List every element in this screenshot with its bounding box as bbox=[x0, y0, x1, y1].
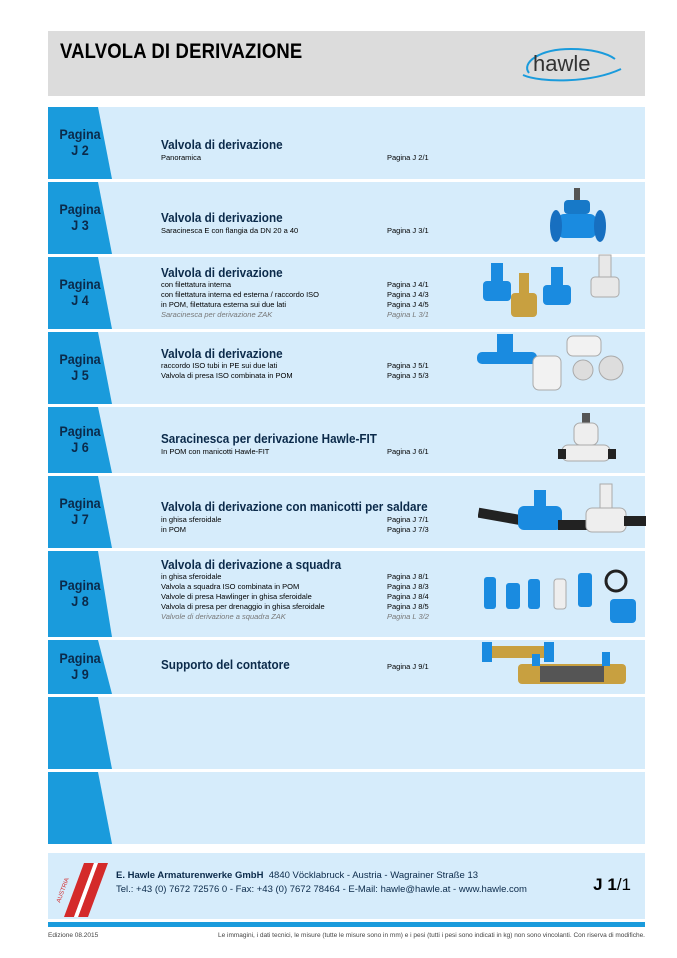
hawle-fit-valve-image bbox=[558, 413, 618, 471]
tab-code: J 9 bbox=[71, 666, 89, 682]
angle-valves-image bbox=[478, 559, 643, 633]
item-page-ref[interactable]: Pagina J 2/1 bbox=[387, 153, 429, 162]
item-description: Valvole di presa Hawlinger in ghisa sferoidale bbox=[161, 592, 312, 601]
flanged-valve-image bbox=[548, 186, 608, 250]
item-description: in POM, filettatura esterna sui due lati bbox=[161, 300, 287, 309]
item-page-ref[interactable]: Pagina J 9/1 bbox=[387, 662, 429, 671]
item-page-ref[interactable]: Pagina J 4/3 bbox=[387, 290, 429, 299]
tab-word: Pagina bbox=[59, 495, 101, 511]
empty-row bbox=[48, 697, 645, 769]
tab-code: J 2 bbox=[71, 142, 89, 158]
svg-text:AUSTRIA: AUSTRIA bbox=[56, 877, 71, 904]
section-row bbox=[48, 257, 645, 329]
item-description: Valvole di derivazione a squadra ZAK bbox=[161, 612, 286, 621]
tab-code: J 4 bbox=[71, 292, 89, 308]
tab-code: J 7 bbox=[71, 511, 89, 527]
page-number-main: J 1 bbox=[593, 875, 617, 894]
item-description: In POM con manicotti Hawle-FIT bbox=[161, 447, 270, 456]
section-title: Valvola di derivazione bbox=[161, 265, 283, 280]
item-description: in ghisa sferoidale bbox=[161, 572, 222, 581]
empty-row bbox=[48, 772, 645, 844]
item-page-ref[interactable]: Pagina J 8/4 bbox=[387, 592, 429, 601]
item-description: con filettatura interna ed esterna / raccordo ISO bbox=[161, 290, 320, 299]
page-tab[interactable] bbox=[48, 257, 112, 329]
page-tab[interactable] bbox=[48, 407, 112, 473]
tab-word: Pagina bbox=[59, 201, 101, 217]
item-page-ref[interactable]: Pagina J 5/3 bbox=[387, 371, 429, 380]
tab-word: Pagina bbox=[59, 650, 101, 666]
tab-word: Pagina bbox=[59, 423, 101, 439]
footer-contacts: Tel.: +43 (0) 7672 72576 0 - Fax: +43 (0) 7672 78464 - E-Mail: hawle@hawle.at - www.hawle.com bbox=[116, 884, 527, 895]
bottom-rule bbox=[48, 922, 645, 927]
item-description: Saracinesca E con flangia da DN 20 a 40 bbox=[161, 226, 299, 235]
page-tab[interactable] bbox=[48, 332, 112, 404]
company-address: 4840 Vöcklabruck - Austria - Wagrainer Straße 13 bbox=[268, 870, 479, 881]
item-description: Valvola di presa ISO combinata in POM bbox=[161, 371, 293, 380]
item-description: con filettatura interna bbox=[161, 280, 232, 289]
section-title: Valvola di derivazione a squadra bbox=[161, 557, 342, 572]
page-header bbox=[48, 31, 645, 96]
item-page-ref[interactable]: Pagina J 7/3 bbox=[387, 525, 429, 534]
item-description: in ghisa sferoidale bbox=[161, 515, 222, 524]
item-page-ref[interactable]: Pagina L 3/1 bbox=[387, 310, 429, 319]
footer-address bbox=[116, 870, 478, 881]
page-tab[interactable] bbox=[48, 640, 112, 694]
item-description: Saracinesca per derivazione ZAK bbox=[161, 310, 273, 319]
tab-code: J 8 bbox=[71, 593, 89, 609]
tab-code: J 6 bbox=[71, 439, 89, 455]
tab-word: Pagina bbox=[59, 577, 101, 593]
section-row bbox=[48, 182, 645, 254]
section-title: Saracinesca per derivazione Hawle-FIT bbox=[161, 431, 377, 446]
tab-code: J 3 bbox=[71, 217, 89, 233]
page-title: VALVOLA DI DERIVAZIONE bbox=[60, 40, 303, 63]
austria-flag-icon bbox=[54, 859, 110, 917]
section-row bbox=[48, 407, 645, 473]
section-title: Supporto del contatore bbox=[161, 657, 290, 672]
section-title: Valvola di derivazione bbox=[161, 346, 283, 361]
page-tab[interactable] bbox=[48, 551, 112, 637]
company-name: E. Hawle Armaturenwerke GmbH bbox=[116, 870, 264, 881]
item-page-ref[interactable]: Pagina J 5/1 bbox=[387, 361, 429, 370]
item-description: in POM bbox=[161, 525, 187, 534]
page-tab[interactable] bbox=[48, 476, 112, 548]
item-page-ref[interactable]: Pagina J 3/1 bbox=[387, 226, 429, 235]
item-page-ref[interactable]: Pagina L 3/2 bbox=[387, 612, 429, 621]
tab-code: J 5 bbox=[71, 367, 89, 383]
page-number bbox=[593, 875, 631, 895]
page-number-sub: /1 bbox=[616, 875, 631, 894]
tab-word: Pagina bbox=[59, 351, 101, 367]
item-page-ref[interactable]: Pagina J 6/1 bbox=[387, 447, 429, 456]
section-title: Valvola di derivazione bbox=[161, 210, 283, 225]
page-tab[interactable] bbox=[48, 182, 112, 254]
disclaimer: Le immagini, i dati tecnici, le misure (tutte le misure sono in mm) e i pesi (tutti i pesi sono indicati in kg) non sono vincolanti. Con riserva di modifiche. bbox=[217, 932, 645, 939]
section-row bbox=[48, 332, 645, 404]
svg-text:hawle: hawle bbox=[533, 51, 591, 76]
section-title: Valvola di derivazione bbox=[161, 137, 283, 152]
item-page-ref[interactable]: Pagina J 4/1 bbox=[387, 280, 429, 289]
section-title: Valvola di derivazione con manicotti per saldare bbox=[161, 499, 428, 514]
hawle-logo bbox=[511, 41, 631, 85]
section-row bbox=[48, 476, 645, 548]
weld-sleeve-valves-image bbox=[478, 480, 646, 546]
footer bbox=[48, 853, 645, 919]
item-page-ref[interactable]: Pagina J 8/3 bbox=[387, 582, 429, 591]
section-row bbox=[48, 107, 645, 179]
page-tab[interactable] bbox=[48, 107, 112, 179]
item-page-ref[interactable]: Pagina J 8/1 bbox=[387, 572, 429, 581]
meter-support-image bbox=[478, 624, 643, 692]
item-description: raccordo ISO tubi in PE sui due lati bbox=[161, 361, 278, 370]
section-row bbox=[48, 640, 645, 694]
threaded-valves-image bbox=[473, 251, 633, 329]
item-description: Panoramica bbox=[161, 153, 202, 162]
tab-word: Pagina bbox=[59, 276, 101, 292]
item-page-ref[interactable]: Pagina J 4/5 bbox=[387, 300, 429, 309]
tab-word: Pagina bbox=[59, 126, 101, 142]
edition: Edizione 08.2015 bbox=[48, 932, 99, 939]
item-page-ref[interactable]: Pagina J 7/1 bbox=[387, 515, 429, 524]
item-description: Valvola a squadra ISO combinata in POM bbox=[161, 582, 300, 591]
iso-valves-image bbox=[473, 326, 633, 404]
item-description: Valvola di presa per drenaggio in ghisa sferoidale bbox=[161, 602, 325, 611]
item-page-ref[interactable]: Pagina J 8/5 bbox=[387, 602, 429, 611]
